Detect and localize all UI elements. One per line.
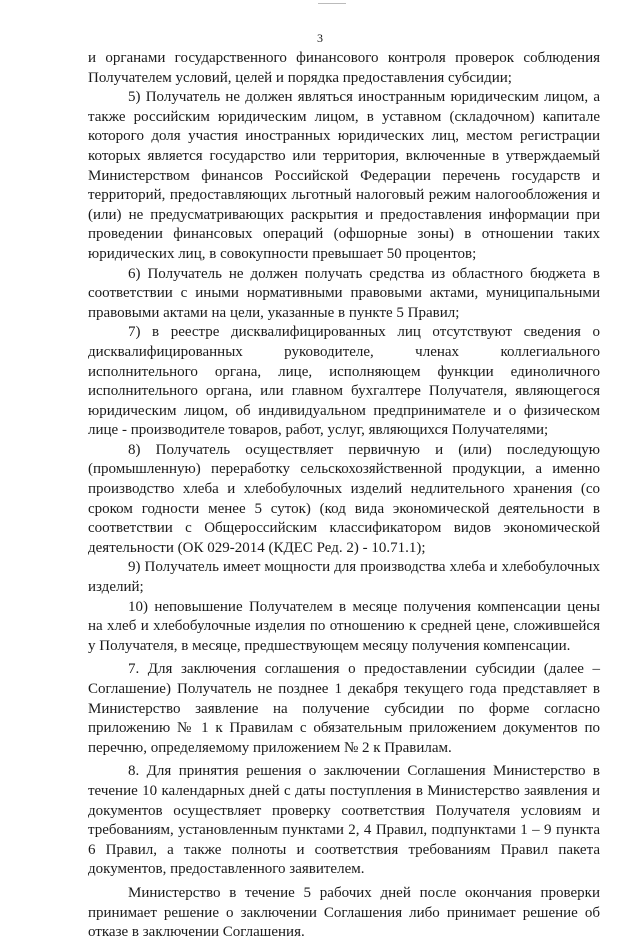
paragraph-item-8: 8) Получатель осуществляет первичную и (или) последующую (промышленную) переработку сельскохозяйственной продукции, а именно производство хлеба и хлебобулочных изделий недлительного хранения (со сроком годности менее 5 суток) (код вида экономической деятельности в соответствии с Общероссийским классификатором видов экономической деятельности (ОК 029-2014 (КДЕС Ред. 2) - 10.71.1); — [88, 441, 600, 556]
paragraph-continuation: и органами государственного финансового контроля проверок соблюдения Получателем условий, целей и порядка предоставления субсидии; — [88, 50, 600, 86]
paragraph-item-5: 5) Получатель не должен являться иностранным юридическим лицом, а также российским юридическим лицом, в уставном (складочном) капитале которого доля участия иностранных юридических лиц, местом регистрации которых является государство или территория, включенные в утверждаемый Министерством финансов Российской Федерации перечень государств и территорий, предоставляющих льготный налоговый режим налогообложения и (или) не предусматривающих раскрытия и предоставления информации при проведении финансовых операций (офшорные зоны) в отношении таких юридических лиц, в совокупности превышает 50 процентов; — [88, 89, 600, 262]
paragraph-item-10: 10) неповышение Получателем в месяце получения компенсации цены на хлеб и хлебобулочные изделия по отношению к средней цене, сложившейся у Получателя, в месяце, предшествующем месяцу получения компенсации. — [88, 598, 600, 654]
paragraph-item-9: 9) Получатель имеет мощности для производства хлеба и хлебобулочных изделий; — [88, 559, 600, 596]
paragraph-item-7: 7) в реестре дисквалифицированных лиц отсутствуют сведения о дисквалифицированных руководителе, членах коллегиального исполнительного органа, лице, исполняющем функции единоличного исполнительного органа, или главном бухгалтере Получателя, являющегося юридическим лицом, об индивидуальном предпринимателе и о физическом лице - производителе товаров, работ, услуг, являющихся Получателями; — [88, 324, 600, 439]
page-number: 3 — [317, 31, 323, 45]
document-body — [88, 49, 600, 943]
paragraph-item-6: 6) Получатель не должен получать средства из областного бюджета в соответствии с иными нормативными правовыми актами, муниципальными правовыми актами на цели, указанные в пункте 5 Правил; — [88, 265, 600, 321]
top-edge-mark — [318, 3, 346, 4]
paragraph-clause-8: 8. Для принятия решения о заключении Соглашения Министерство в течение 10 календарных дней с даты поступления в Министерство заявления и документов осуществляет проверку соответствия Получателя условиям и требованиям, установленным пунктами 2, 4 Правил, подпунктами 1 – 9 пункта 6 Правил, а также полноты и соответствия требованиям Правил пакета документов, предоставленного заявителем. — [88, 763, 600, 878]
paragraph-ministry-decision: Министерство в течение 5 рабочих дней после окончания проверки принимает решение о заключении Соглашения либо принимает решение об отказе в заключении Соглашения. — [88, 884, 600, 941]
paragraph-clause-7: 7. Для заключения соглашения о предоставлении субсидии (далее – Соглашение) Получатель не позднее 1 декабря текущего года представляет в Министерство заявление на получение субсидии по форме согласно приложению № 1 к Правилам с обязательным приложением документов по перечню, определяемому приложением № 2 к Правилам. — [88, 661, 600, 756]
